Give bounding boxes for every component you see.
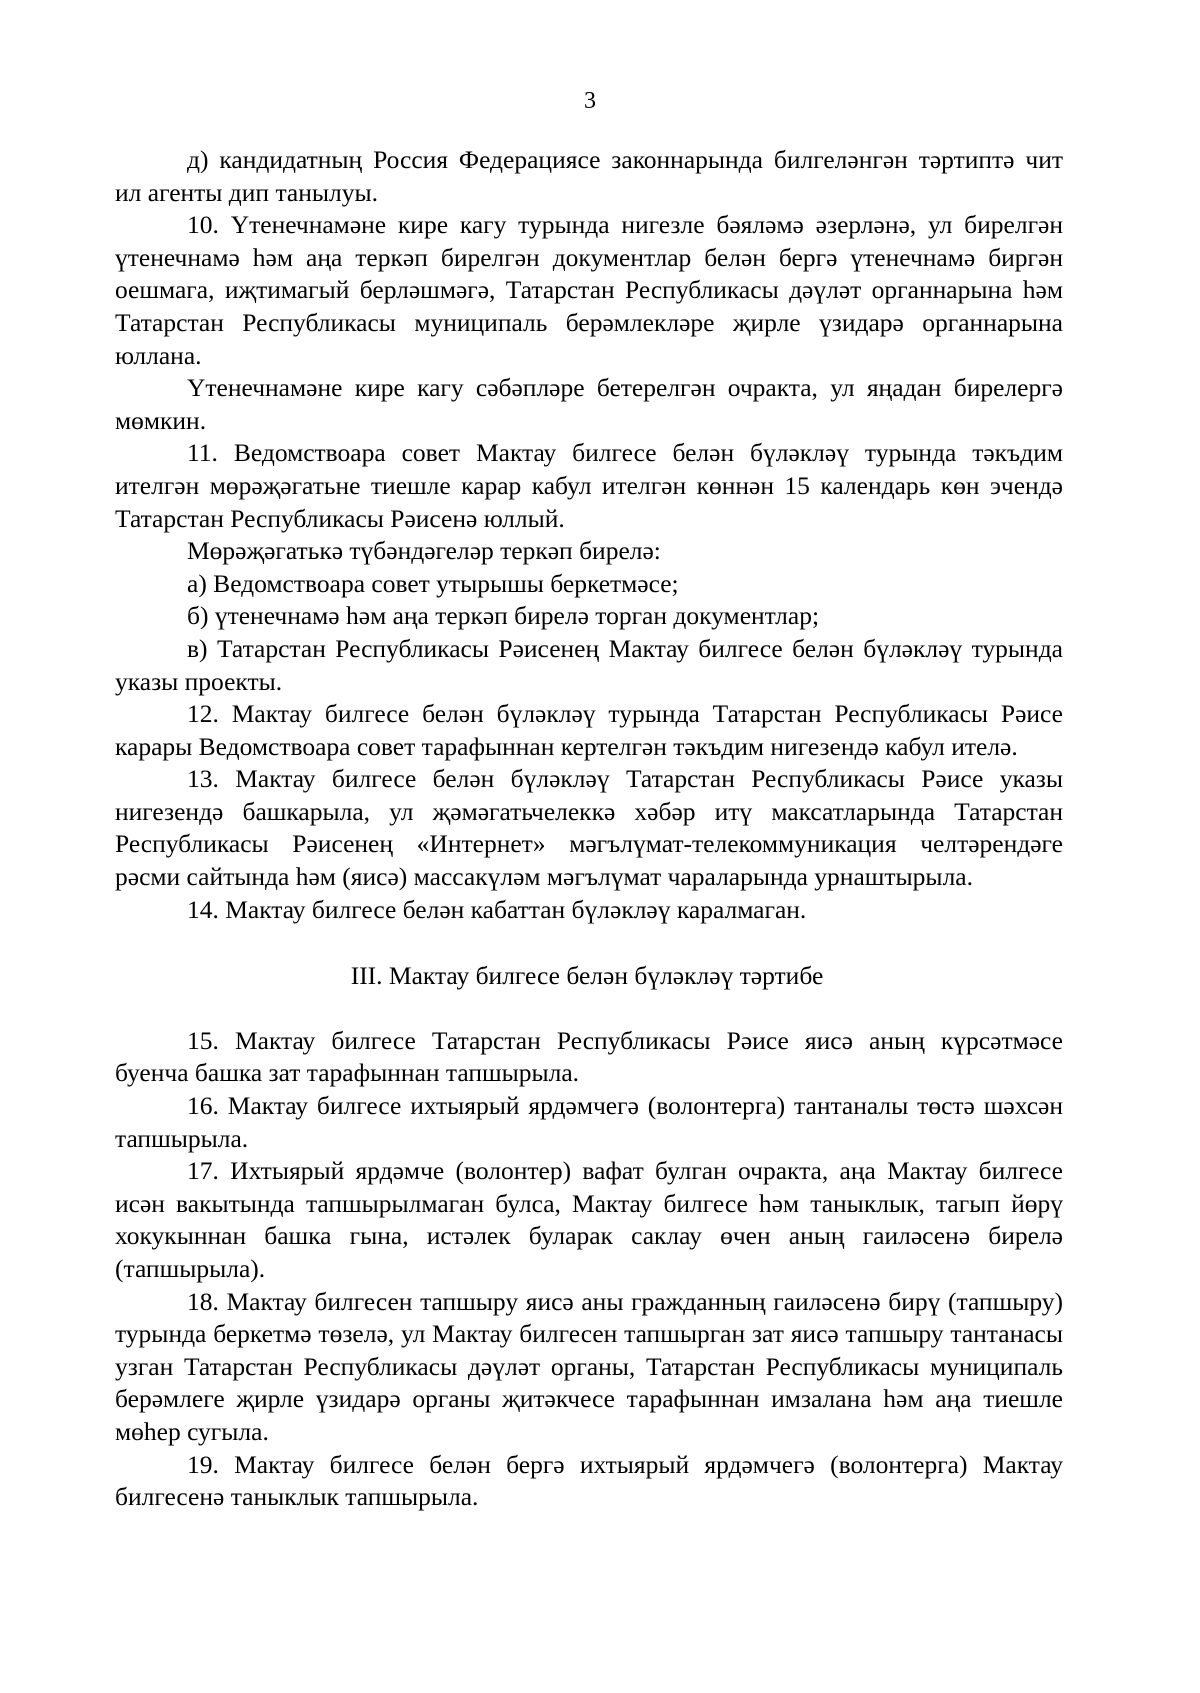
- paragraph-16: 16. Мактау билгесе ихтыярый ярдәмчегә (волонтерга) тантаналы төстә шәхсән тапшырыла.: [115, 1091, 1063, 1153]
- paragraph-11: 11. Ведомствоара совет Мактау билгесе белән бүләкләү турында тәкъдим ителгән мөрәҗәгатьне тиешле карар кабул ителгән көннән 15 календарь көн эчендә Татарстан Республикасы Рәисенә юллый.: [115, 438, 1063, 533]
- paragraph-14: 14. Мактау билгесе белән кабаттан бүләкләү каралмаган.: [187, 894, 807, 924]
- paragraph-11-item-v: в) Татарстан Республикасы Рәисенең Мактау билгесе белән бүләкләү турында указы проекты.: [115, 633, 1063, 696]
- paragraph-11-item-a: а) Ведомствоара совет утырышы беркетмәсе;: [187, 568, 679, 598]
- paragraph-19: 19. Мактау билгесе белән бергә ихтыярый ярдәмчегә (волонтерга) Мактау билгесенә таныклык тапшырыла.: [115, 1449, 1063, 1512]
- paragraph-18: 18. Мактау билгесен тапшыру яисә аны гражданның гаиләсенә бирү (тапшыру) турында беркетмә төзелә, ул Мактау билгесен тапшырган зат яисә тапшыру тантанасы узган Татарстан Республикасы дәүләт органы, Татарстан Республикасы муниципаль берәмлеге җирле үзидарә органы җитәкчесе тарафыннан имзалана һәм аңа тиешле мөһер сугыла.: [115, 1286, 1063, 1446]
- paragraph-10-resubmission: Үтенечнамәне кире кагу сәбәпләре бетерелгән очракта, ул яңадан бирелергә мөмкин.: [115, 373, 1063, 435]
- paragraph-11-item-b: б) үтенечнамә һәм аңа теркәп бирелә торган документлар;: [187, 601, 820, 631]
- paragraph-12: 12. Мактау билгесе белән бүләкләү турында Татарстан Республикасы Рәисе карары Ведомствоара совет тарафыннан кертелгән тәкъдим нигезендә кабул ителә.: [115, 699, 1063, 761]
- paragraph-10: 10. Үтенечнамәне кире кагу турында нигезле бәяләмә әзерләнә, ул бирелгән үтенечнамә һәм аңа теркәп бирелгән документлар белән бергә үтенечнамә биргән оешмага, иҗтимагый берләшмәгә, Татарстан Республикасы дәүләт органнарына һәм Татарстан Республикасы муниципаль берәмлекләре җирле үзидарә органнарына юллана.: [115, 210, 1063, 370]
- page-number: 3: [584, 88, 596, 114]
- document-body: [115, 144, 1063, 1514]
- paragraph-11-attachments: Мөрәҗәгатькә түбәндәгеләр теркәп бирелә:: [187, 536, 661, 566]
- section-heading: III. Мактау билгесе белән бүләкләү тәртибе: [350, 961, 824, 991]
- paragraph-item-d: д) кандидатның Россия Федерациясе законнарында билгеләнгән тәртиптә чит ил агенты дип танылуы.: [115, 145, 1063, 207]
- paragraph-15: 15. Мактау билгесе Татарстан Республикасы Рәисе яисә аның күрсәтмәсе буенча башка зат тарафыннан тапшырыла.: [115, 1025, 1063, 1088]
- paragraph-17: 17. Ихтыярый ярдәмче (волонтер) вафат булган очракта, аңа Мактау билгесе исән вакытында тапшырылмаган булса, Мактау билгесе һәм таныклык, тагып йөрү хокукыннан башка гына, истәлек буларак саклау өчен аның гаиләсенә бирелә (тапшырыла).: [115, 1156, 1063, 1283]
- paragraph-13: 13. Мактау билгесе белән бүләкләү Татарстан Республикасы Рәисе указы нигезендә башкарыла, ул җәмәгатьчелеккә хәбәр итү максатларында Татарстан Республикасы Рәисенең «Интернет» мәгълүмат-телекоммуникация челтәрендәге рәсми сайтында һәм (яисә) массакүләм мәгълүмат чараларында урнаштырыла.: [115, 764, 1063, 892]
